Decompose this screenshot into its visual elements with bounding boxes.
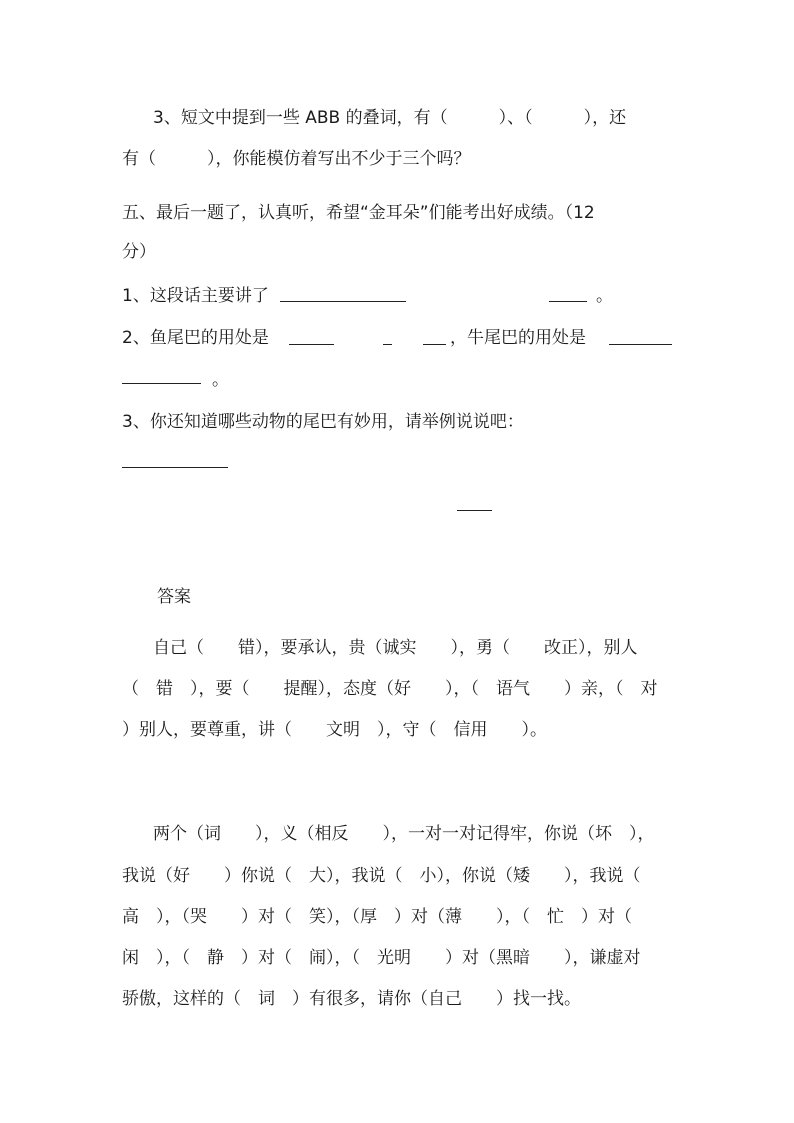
section-5-title-line-1: 五、最后一题了，认真听，希望“金耳朵”们能考出好成绩。（12 <box>122 203 595 223</box>
section-5-q2-end: 。 <box>212 370 229 390</box>
answer-heading: 答案 <box>157 587 191 607</box>
answer-p1-line-1: 自己（ 错），要承认，贵（诚实 ），勇（ 改正），别人 <box>153 638 638 658</box>
section-5-q2-mid: ，牛尾巴的用处是 <box>450 328 586 348</box>
q3-answer-blank-1[interactable] <box>122 467 228 468</box>
q2-fish-blank-1[interactable] <box>289 344 334 345</box>
question-3-line-2: 有（ ），你能模仿着写出不少于三个吗？ <box>122 149 471 169</box>
section-5-title-line-2: 分） <box>122 242 156 262</box>
section-5-q1-end: 。 <box>596 286 613 306</box>
question-3-line-1: 3、短文中提到一些 ABB 的叠词，有（ ）、（ ），还 <box>153 108 627 128</box>
q2-ox-blank-2[interactable] <box>122 383 201 384</box>
q1-answer-blank-2[interactable] <box>549 301 587 302</box>
section-5-q1-prefix: 1、这段话主要讲了 <box>122 286 269 306</box>
q1-answer-blank[interactable] <box>280 301 406 302</box>
answer-p1-line-2: （ 错 ），要（ 提醒），态度（好 ），（ 语气 ）亲，（ 对 <box>122 679 658 699</box>
q2-ox-blank-1[interactable] <box>609 344 672 345</box>
q3-answer-blank-2[interactable] <box>457 510 492 511</box>
answer-p2-line-5: 骄傲，这样的（ 词 ）有很多，请你（自己 ）找一找。 <box>122 989 581 1009</box>
answer-p1-line-3: ）别人，要尊重，讲（ 文明 ），守（ 信用 ）。 <box>122 720 547 740</box>
section-5-q2-prefix: 2、鱼尾巴的用处是 <box>122 328 269 348</box>
answer-p2-line-4: 闲 ），（ 静 ）对（ 闹），（ 光明 ）对（黑暗 ），谦虚对 <box>122 948 641 968</box>
answer-p2-line-2: 我说（好 ）你说（ 大），我说（ 小），你说（矮 ），我说（ <box>122 866 641 886</box>
answer-p2-line-3: 高 ），（哭 ）对（ 笑），（厚 ）对（薄 ），（ 忙 ）对（ <box>122 907 632 927</box>
answer-p2-line-1: 两个（词 ），义（相反 ），一对一对记得牢，你说（坏 ）， <box>153 824 655 844</box>
q2-fish-blank-2[interactable] <box>383 344 392 345</box>
section-5-q3-text: 3、你还知道哪些动物的尾巴有妙用，请举例说说吧： <box>122 412 524 432</box>
q2-fish-blank-3[interactable] <box>423 344 446 345</box>
